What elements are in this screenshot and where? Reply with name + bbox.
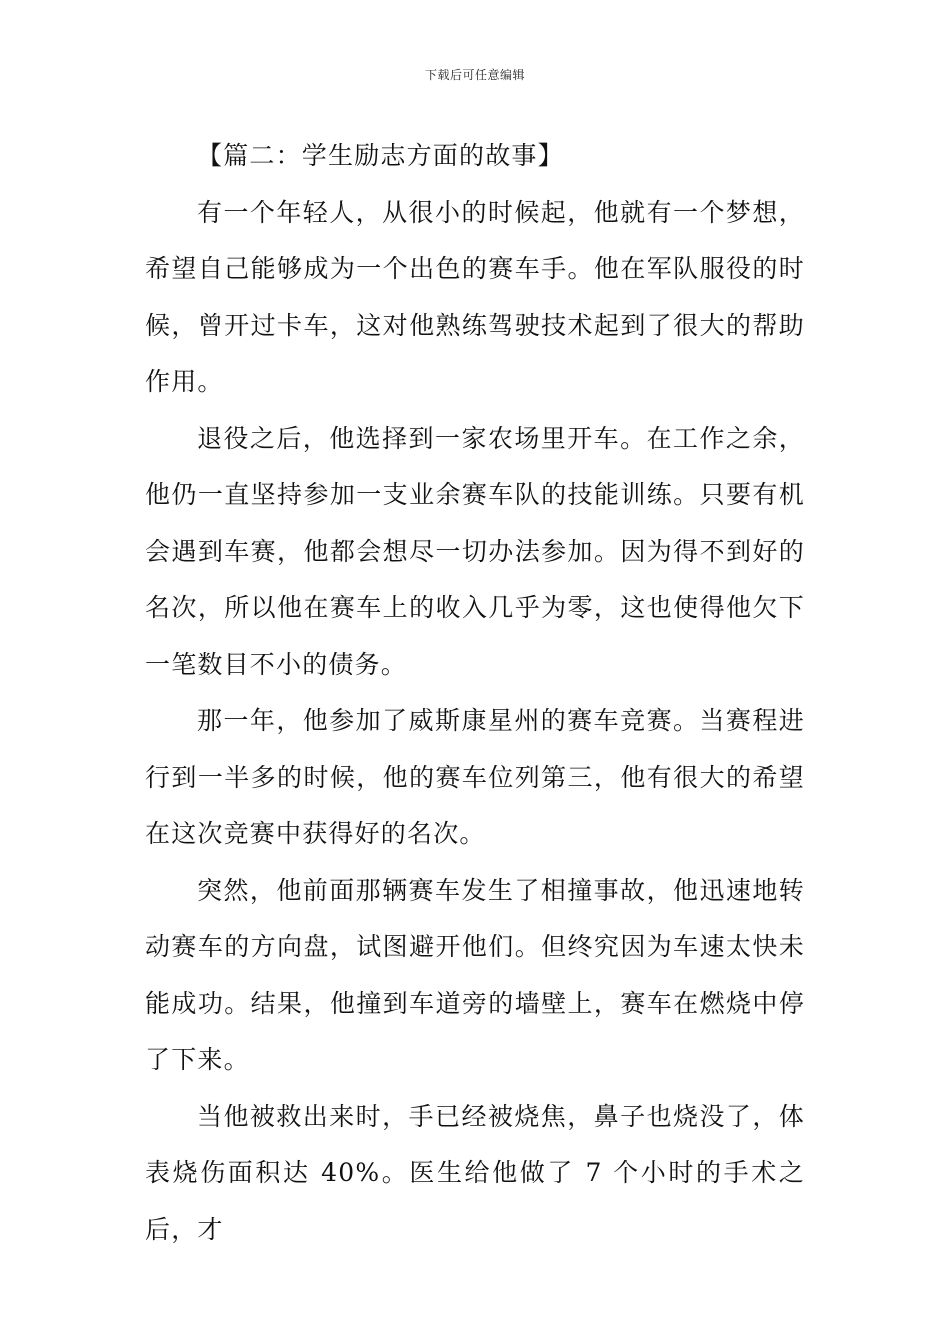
paragraph-2: 退役之后，他选择到一家农场里开车。在工作之余，他仍一直坚持参加一支业余赛车队的技能训练。只要有机会遇到车赛，他都会想尽一切办法参加。因为得不到好的名次，所以他在赛车上的收入几乎为零，这也使得他欠下一笔数目不小的债务。 — [145, 423, 805, 679]
paragraph-5: 当他被救出来时，手已经被烧焦，鼻子也烧没了，体表烧伤面积达 40%。医生给他做了 7 个小时的手术之后，才 — [145, 1101, 805, 1244]
section-heading: 【篇二：学生励志方面的故事】 — [197, 141, 564, 170]
page-header: 下载后可任意编辑 — [424, 68, 525, 82]
paragraph-4: 突然，他前面那辆赛车发生了相撞事故，他迅速地转动赛车的方向盘，试图避开他们。但终究因为车速太快未能成功。结果，他撞到车道旁的墙壁上，赛车在燃烧中停了下来。 — [145, 875, 805, 1074]
paragraph-1: 有一个年轻人，从很小的时候起，他就有一个梦想，希望自己能够成为一个出色的赛车手。他在军队服役的时候，曾开过卡车，这对他熟练驾驶技术起到了很大的帮助作用。 — [145, 197, 805, 396]
paragraph-3: 那一年，他参加了威斯康星州的赛车竞赛。当赛程进行到一半多的时候，他的赛车位列第三，他有很大的希望在这次竞赛中获得好的名次。 — [145, 706, 805, 848]
document-body — [145, 128, 805, 1258]
